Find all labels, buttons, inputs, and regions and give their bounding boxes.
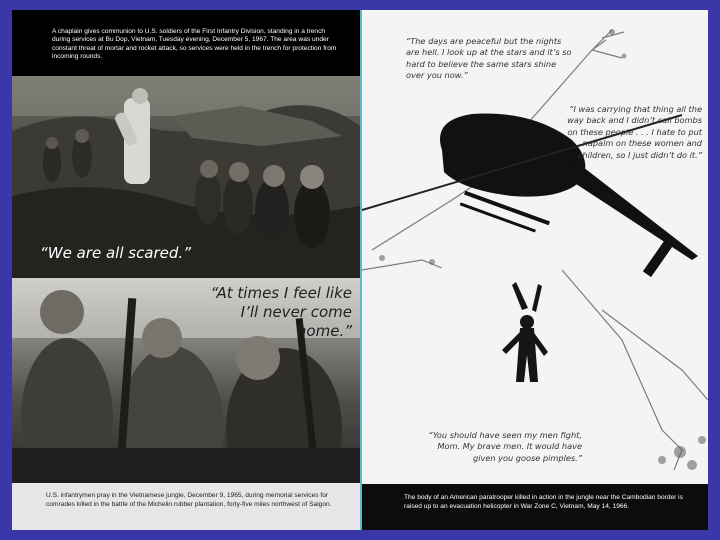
chaplain-caption: A chaplain gives communion to U.S. soldiers of the First Infantry Division, standing in a trench during services at Bu Dop, Vietnam, Tuesday evening, December 5, 1967. The area was under constant threat of mortar and rocket attack, so services were held in the trench for protection from incoming rounds. [52,28,337,61]
quote-carrying: “I was carrying that thing all the way back and I didn’t call bombs on these people . . . I hate to put napalm on these women and children, so I just didn’t do it.” [567,104,702,160]
quote-we-are-scared: “We are all scared.” [40,244,191,262]
quote-days-peaceful: “The days are peaceful but the nights are hell. I look up at the stars and it’s so hard to believe the same stars shine over you now.” [406,36,572,81]
left-page [12,10,360,530]
paratrooper-caption: The body of an American paratrooper killed in action in the jungle near the Cambodian border is raised up to an evacuation helicopter in War Zone C, Vietnam, May 14, 1966. [362,484,708,530]
quote-home-line2: I’ll never come home.” [240,302,352,340]
book-spread [12,10,708,530]
quote-never-come-home [182,284,352,340]
infantrymen-caption: U.S. infantrymen pray in the Vietnamese jungle, December 9, 1965, during memorial services for comrades killed in the battle of the Michelin rubber plantation, forty-five miles northwest of Saigon. [12,483,360,530]
right-page [362,10,708,530]
quote-men-fight: “You should have seen my men fight, Mom. My brave men. It would have given you goose pimples.” [428,430,582,463]
quote-home-line1: “At times I feel like [210,284,352,302]
